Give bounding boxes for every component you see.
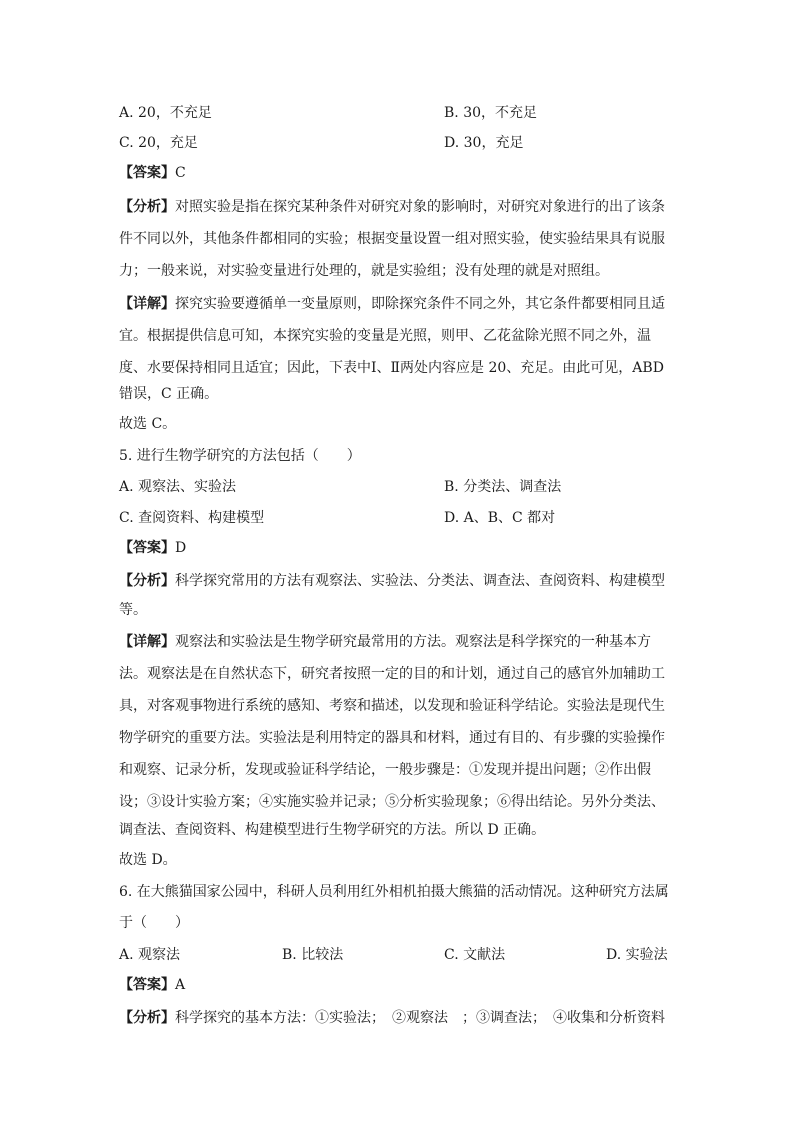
q5-detail-line: 调查法、查阅资料、构建模型进行生物学研究的方法。所以 D 正确。 — [119, 822, 546, 838]
q4-detail-line — [119, 294, 679, 314]
q5-option-d: D. A、B、C 都对 — [444, 510, 556, 526]
q4-answer — [119, 163, 679, 183]
q6-stem-line: 6. 在大熊猫国家公园中，科研人员利用红外相机拍摄大熊猫的活动情况。这种研究方法属 — [119, 884, 669, 900]
analysis-text: 科学探究的基本方法：①实验法； ②观察法 ；③调查法； ④收集和分析资料 — [175, 1010, 665, 1026]
q5-detail-line: 和观察、记录分析，发现或验证科学结论，一般步骤是：①发现并提出问题；②作出假 — [119, 762, 651, 778]
analysis-tag: 【分析】 — [119, 1010, 175, 1026]
q5-detail-line: 法。观察法是在自然状态下，研究者按照一定的目的和计划，通过自己的感官外加辅助工 — [119, 666, 665, 682]
answer-tag: 【答案】 — [119, 540, 175, 556]
q4-analysis-line — [119, 197, 679, 217]
q5-conclusion: 故选 D。 — [119, 852, 177, 868]
q6-analysis-line — [119, 1008, 679, 1028]
q5-answer — [119, 538, 679, 558]
q4-detail-line: 错误，C 正确。 — [119, 386, 219, 402]
q4-detail-line: 度、水要保持相同且适宜；因此，下表中Ⅰ、Ⅱ两处内容应是 20、充足。由此可见，ABD — [119, 360, 664, 376]
q5-option-c: C. 查阅资料、构建模型 — [119, 510, 265, 526]
q4-detail-line: 宜。根据提供信息可知，本探究实验的变量是光照，则甲、乙花盆除光照不同之外，温 — [119, 328, 651, 344]
q4-option-d: D. 30，充足 — [444, 135, 524, 151]
q5-analysis-line: 等。 — [119, 602, 147, 618]
q6-stem-line: 于（ ） — [119, 915, 189, 931]
analysis-tag: 【分析】 — [119, 573, 175, 589]
q5-detail-line: 物学研究的重要方法。实验法是利用特定的器具和材料，通过有目的、有步骤的实验操作 — [119, 730, 665, 746]
q4-analysis-line: 力；一般来说，对实验变量进行处理的，就是实验组；没有处理的就是对照组。 — [119, 263, 609, 279]
q4-option-a: A. 20，不充足 — [119, 105, 212, 121]
q5-stem: 5. 进行生物学研究的方法包括（ ） — [119, 448, 361, 464]
answer-value: C — [175, 165, 186, 181]
answer-value: D — [175, 540, 187, 556]
detail-text: 观察法和实验法是生物学研究最常用的方法。观察法是科学探究的一种基本方 — [175, 634, 651, 650]
answer-value: A — [175, 977, 186, 993]
q5-detail-line: 设；③设计实验方案；④实施实验并记录；⑤分析实验现象；⑥得出结论。另外分类法、 — [119, 794, 665, 810]
q6-option-b: B. 比较法 — [282, 947, 344, 963]
analysis-tag: 【分析】 — [119, 199, 175, 215]
q6-option-d: D. 实验法 — [606, 947, 668, 963]
q4-option-c: C. 20，充足 — [119, 135, 198, 151]
q4-analysis-line: 件不同以外，其他条件都相同的实验；根据变量设置一组对照实验，使实验结果具有说服 — [119, 231, 665, 247]
answer-tag: 【答案】 — [119, 977, 175, 993]
q6-option-c: C. 文献法 — [444, 947, 506, 963]
q4-conclusion: 故选 C。 — [119, 416, 177, 432]
detail-text: 探究实验要遵循单一变量原则，即除探究条件不同之外，其它条件都要相同且适 — [175, 296, 665, 312]
analysis-text: 科学探究常用的方法有观察法、实验法、分类法、调查法、查阅资料、构建模型 — [175, 573, 665, 589]
detail-tag: 【详解】 — [119, 296, 175, 312]
detail-tag: 【详解】 — [119, 634, 175, 650]
q6-answer — [119, 975, 679, 995]
q6-option-a: A. 观察法 — [119, 947, 181, 963]
q5-option-a: A. 观察法、实验法 — [119, 479, 237, 495]
q5-detail-line — [119, 632, 679, 652]
q4-option-b: B. 30，不充足 — [444, 105, 538, 121]
answer-tag: 【答案】 — [119, 165, 175, 181]
q5-option-b: B. 分类法、调查法 — [444, 479, 562, 495]
analysis-text: 对照实验是指在探究某种条件对研究对象的影响时，对研究对象进行的出了该条 — [175, 199, 665, 215]
q5-analysis-line — [119, 571, 679, 591]
q5-detail-line: 具，对客观事物进行系统的感知、考察和描述，以发现和验证科学结论。实验法是现代生 — [119, 698, 665, 714]
